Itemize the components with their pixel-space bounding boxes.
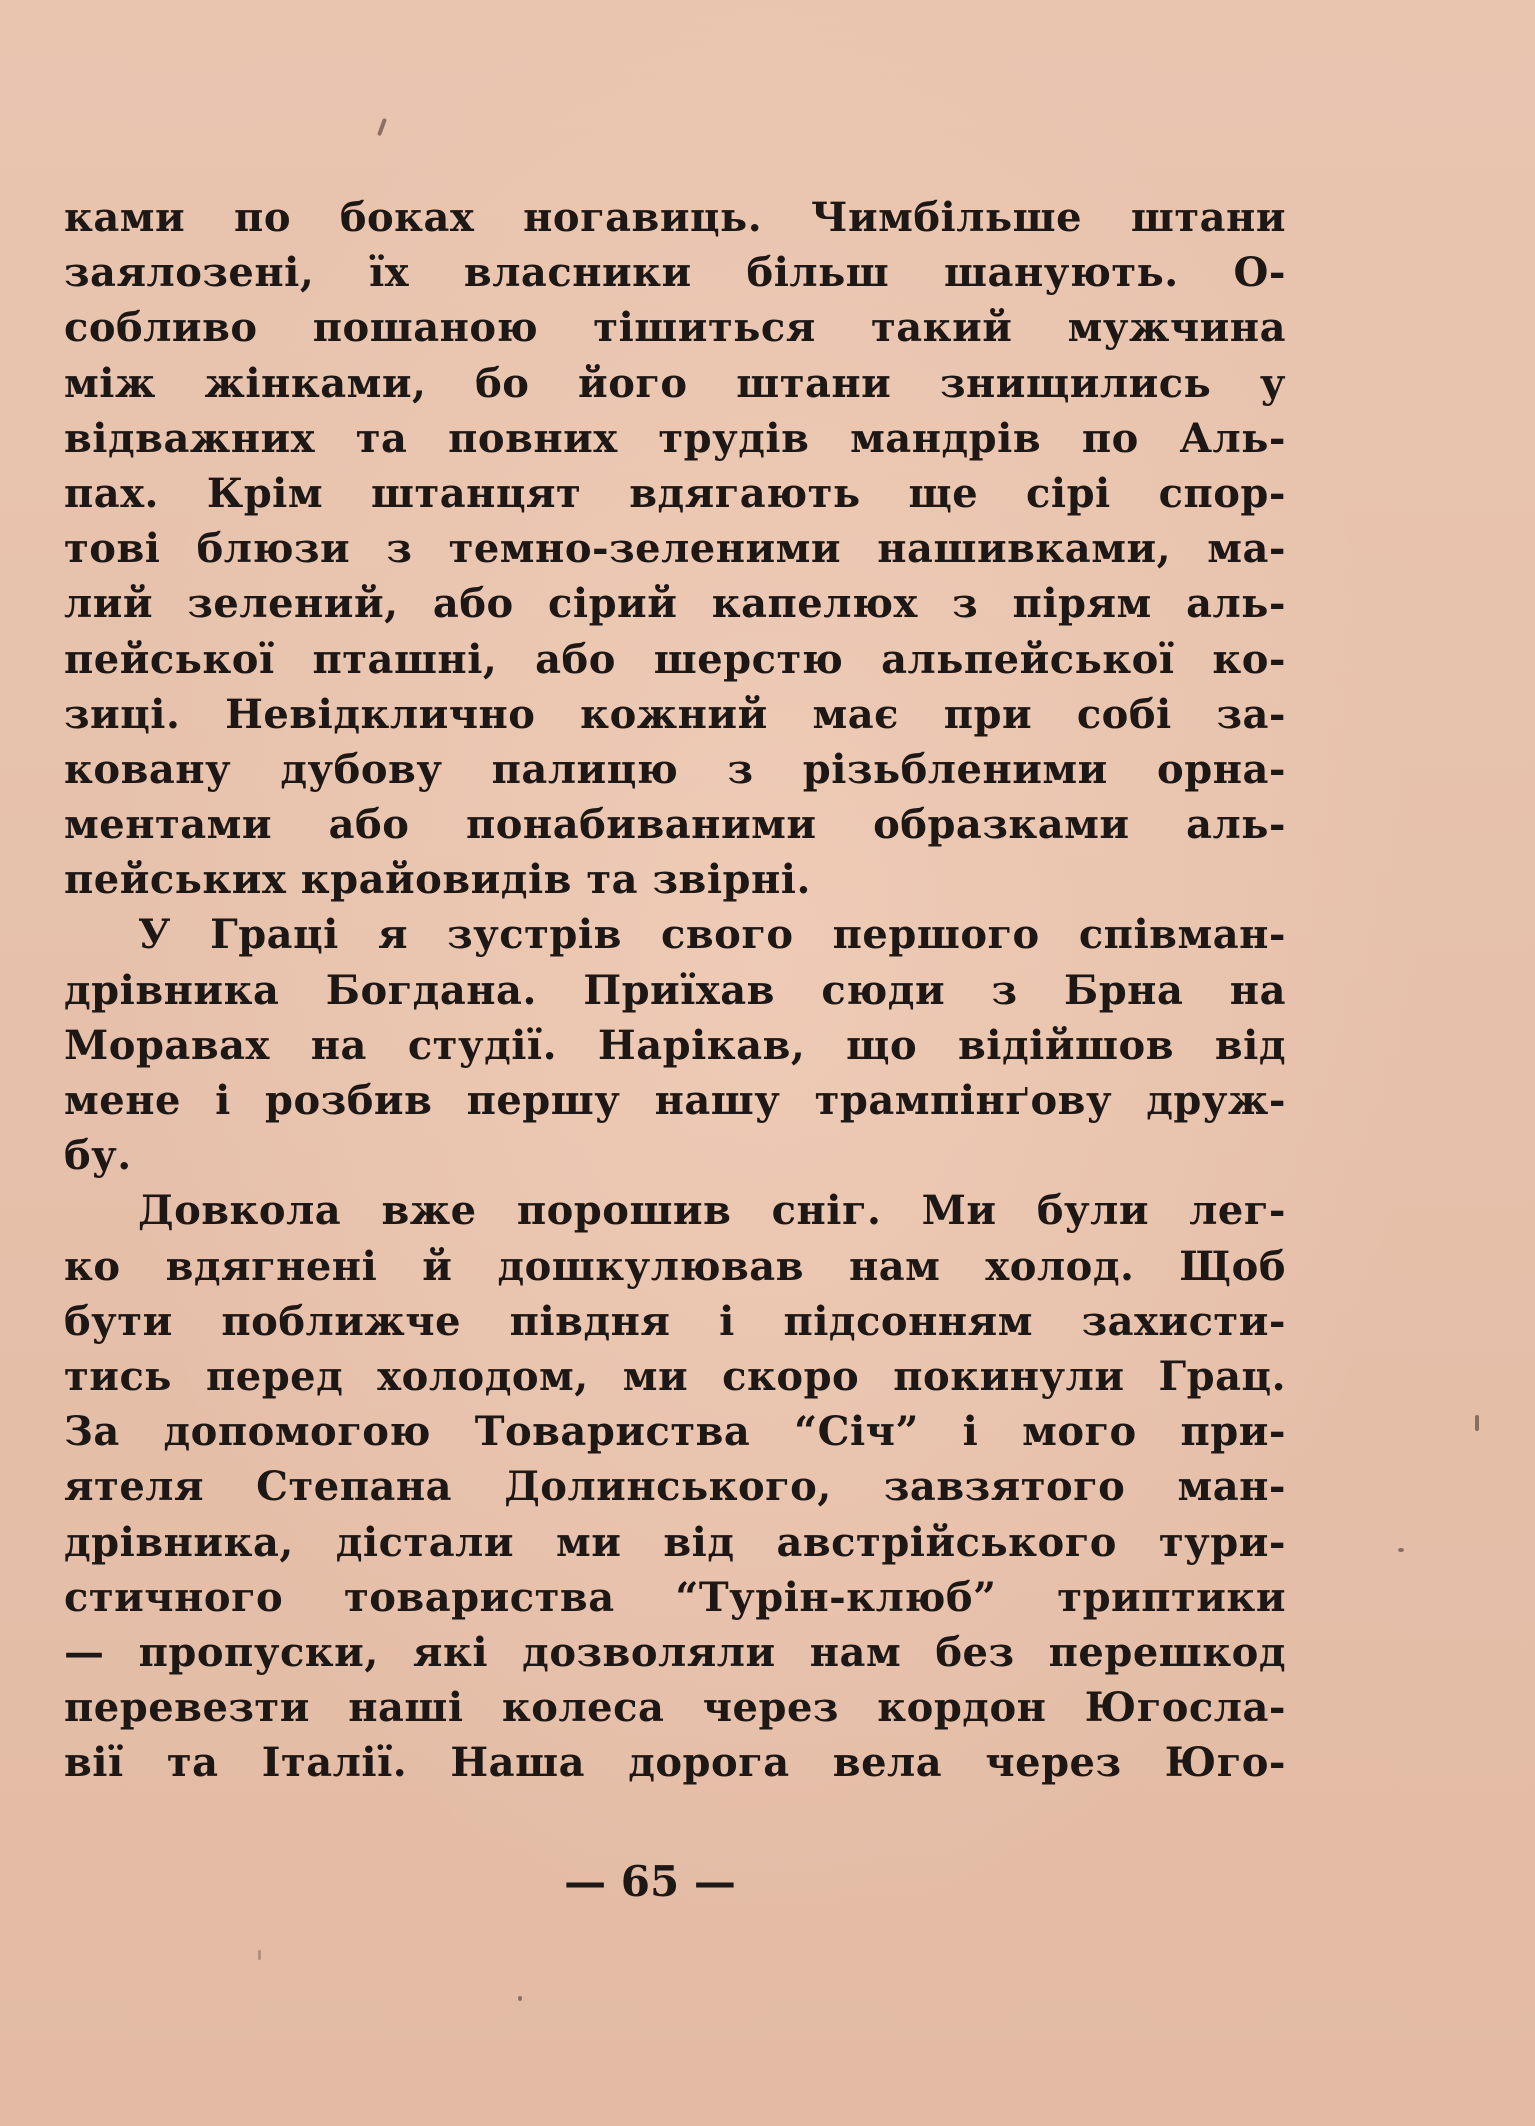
text-line: бути поближче півдня і підсонням захисти- <box>64 1297 1286 1345</box>
body-text <box>64 190 1286 1790</box>
text-line: ятеля Степана Долинського, завзятого ман- <box>64 1463 1286 1511</box>
text-line: У Граці я зустрів свого першого співман- <box>138 911 1286 959</box>
text-line: ко вдягнені й дошкулював нам холод. Щоб <box>64 1242 1286 1290</box>
text-line: За допомогою Товариства “Січ” і мого при- <box>64 1408 1286 1456</box>
text-line: зиці. Невідклично кожний має при собі за- <box>64 690 1286 738</box>
text-line: перевезти наші колеса через кордон Югосла- <box>64 1684 1286 1732</box>
text-line: ками по боках ногавиць. Чимбільше штани <box>64 194 1286 241</box>
text-line: мене і розбив першу нашу трампінґову друж- <box>64 1077 1286 1124</box>
text-line: дрівника Богдана. Приїхав сюди з Брна на <box>64 966 1286 1014</box>
text-line: пах. Крім штанцят вдягають ще сірі спор- <box>64 469 1286 517</box>
paragraph-3 <box>64 1183 1286 1790</box>
text-line: тись перед холодом, ми скоро покинули Грац. <box>64 1352 1286 1400</box>
text-line: бу. <box>64 1132 132 1180</box>
paper-speck <box>518 1996 522 2001</box>
paper-speck <box>377 118 387 136</box>
text-line: Довкола вже порошив сніг. Ми були лег- <box>138 1187 1286 1235</box>
text-line: — пропуски, які дозволяли нам без перешкод <box>64 1628 1286 1676</box>
text-line: ментами або понабиваними образками аль- <box>64 801 1286 849</box>
text-line: стичного товариства “Турін-клюб” триптики <box>64 1573 1286 1621</box>
text-line: пейської пташні, або шерстю альпейської ко- <box>64 635 1286 683</box>
paper-speck <box>1398 1548 1404 1552</box>
text-line: вії та Італії. Наша дорога вела через Юго- <box>64 1739 1286 1787</box>
text-line: ковану дубову палицю з різьбленими орна- <box>64 745 1286 793</box>
paper-speck <box>1475 1415 1479 1431</box>
text-line: дрівника, дістали ми від австрійського тури- <box>64 1518 1286 1566</box>
paragraph-1 <box>64 190 1286 907</box>
page-number: — 65 — <box>564 1857 736 1906</box>
text-line: собливо пошаною тішиться такий мужчина <box>64 304 1286 352</box>
text-line: між жінками, бо його штани знищились у <box>64 359 1286 407</box>
paper-speck <box>258 1950 261 1960</box>
paragraph-2 <box>64 907 1286 1183</box>
text-line: Моравах на студії. Нарікав, що відійшов від <box>64 1021 1286 1069</box>
text-line: відважних та повних трудів мандрів по Аль- <box>64 414 1286 462</box>
text-line: заялозені, їх власники більш шанують. О- <box>64 249 1286 297</box>
text-line: лий зелений, або сірий капелюх з пірям аль- <box>64 580 1286 628</box>
text-line: тові блюзи з темно-зеленими нашивками, ма- <box>64 525 1286 573</box>
text-line: пейських крайовидів та звірні. <box>64 856 811 904</box>
